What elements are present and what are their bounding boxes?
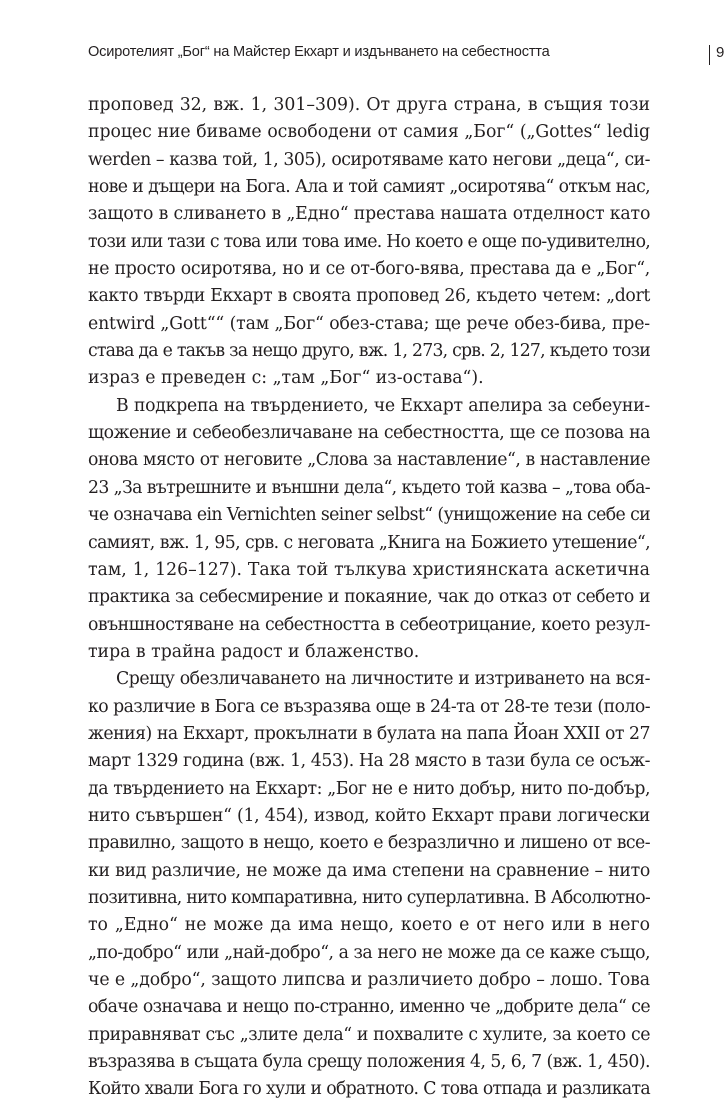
text-line: става да е такъв за нещо друго, вж. 1, 273, срв. 2, 127, където този xyxy=(88,341,650,362)
text-line: да твърдението на Екхарт: „Бог не е нито добър, нито по-добър, xyxy=(88,778,650,799)
text-line: този или тази с това или това име. Но което е още по-удивително, xyxy=(88,231,650,252)
running-head-divider xyxy=(709,45,710,65)
text-line: самият, вж. 1, 95, срв. с неговата „Книга на Божието утешение“, xyxy=(88,532,650,553)
text-line: ки вид различие, не може да има степени на сравнение – нито xyxy=(88,860,650,881)
text-line: Който хвали Бога го хули и обратното. С това отпада и разликата xyxy=(88,1079,650,1100)
text-line: нове и дъщери на Бога. Ала и той самият „осиротява“ откъм нас, xyxy=(88,177,650,198)
text-line: там, 1, 126–127). Така той тълкува християнската аскетична xyxy=(88,559,650,580)
page-number: 9 xyxy=(716,44,724,61)
text-line: правилно, защото в нещо, което е безразлично и лишено от все- xyxy=(88,833,650,854)
running-head xyxy=(88,44,724,68)
body-text xyxy=(88,92,650,1104)
text-line: щожение и себеобезличаване на себестността, ще се позова на xyxy=(88,423,650,444)
paragraph xyxy=(88,92,650,393)
text-line: процес ние биваме освободени от самия „Бог“ („Gottes“ ledig xyxy=(88,122,650,143)
running-head-title: Осиротелият „Бог“ на Майстер Екхарт и издънването на себестността xyxy=(88,44,550,60)
text-line: овъншностяване на себестността в себеотрицание, което резул- xyxy=(88,614,650,635)
text-line: позитивна, нито компаративна, нито суперлативна. В Абсолютно- xyxy=(88,887,650,908)
text-line: приравняват със „злите дела“ и похвалите с хулите, за което се xyxy=(88,1024,650,1045)
text-line: entwird „Gott““ (там „Бог“ обез-става; ще рече обез-бива, пре- xyxy=(88,313,650,334)
text-line: практика за себесмирение и покаяние, чак до отказ от себето и xyxy=(88,587,650,608)
text-line: защото в сливането в „Едно“ престава нашата отделност като xyxy=(88,204,651,225)
text-line: онова място от неговите „Слова за наставление“, в наставление xyxy=(88,450,650,471)
text-line: обаче означава и нещо по-странно, именно че „добрите дела“ се xyxy=(88,997,650,1018)
text-line: не просто осиротява, но и се от-бого-вява, престава да е „Бог“, xyxy=(88,259,650,280)
text-line: В подкрепа на твърдението, че Екхарт апелира за себеуни- xyxy=(116,395,650,416)
text-line: проповед 32, вж. 1, 301–309). От друга страна, в същия този xyxy=(88,95,650,115)
text-line: както твърди Екхарт в своята проповед 26, където четем: „dort xyxy=(88,286,650,307)
text-line: „по-добро“ или „най-добро“, а за него не може да се каже също, xyxy=(88,942,650,963)
text-line: жения) на Екхарт, прокълнати в булата на папа Йоан XXII от 27 xyxy=(88,723,650,744)
paragraph xyxy=(88,393,650,666)
text-line: Срещу обезличаването на личностите и изтриването на вся- xyxy=(116,669,650,690)
text-line: възразява в същата була срещу положения 4, 5, 6, 7 (вж. 1, 450). xyxy=(88,1052,650,1073)
text-line: израз е преведен с: „там „Бог“ из-остава“). xyxy=(88,368,484,389)
text-line: werden – казва той, 1, 305), осиротяваме като негови „деца“, си- xyxy=(88,149,650,170)
paragraph xyxy=(88,666,650,1104)
text-line: март 1329 година (вж. 1, 453). На 28 място в тази була се осъж- xyxy=(88,751,650,772)
text-line: че означава ein Vernichten seiner selbst“ (унищожение на себе си xyxy=(88,505,651,526)
text-line: нито съвършен“ (1, 454), извод, който Екхарт прави логически xyxy=(88,805,650,826)
text-line: че е „добро“, защото липсва и различието добро – лошо. Това xyxy=(88,970,650,990)
text-line: тира в трайна радост и блаженство. xyxy=(88,641,420,662)
text-line: то „Едно“ не може да има нещо, което е от него или в него xyxy=(88,915,650,936)
text-line: 23 „За вътрешните и външни дела“, където той казва – „това оба- xyxy=(88,477,650,498)
text-line: ко различие в Бога се възразява още в 24-та от 28-те тези (поло- xyxy=(88,696,650,717)
